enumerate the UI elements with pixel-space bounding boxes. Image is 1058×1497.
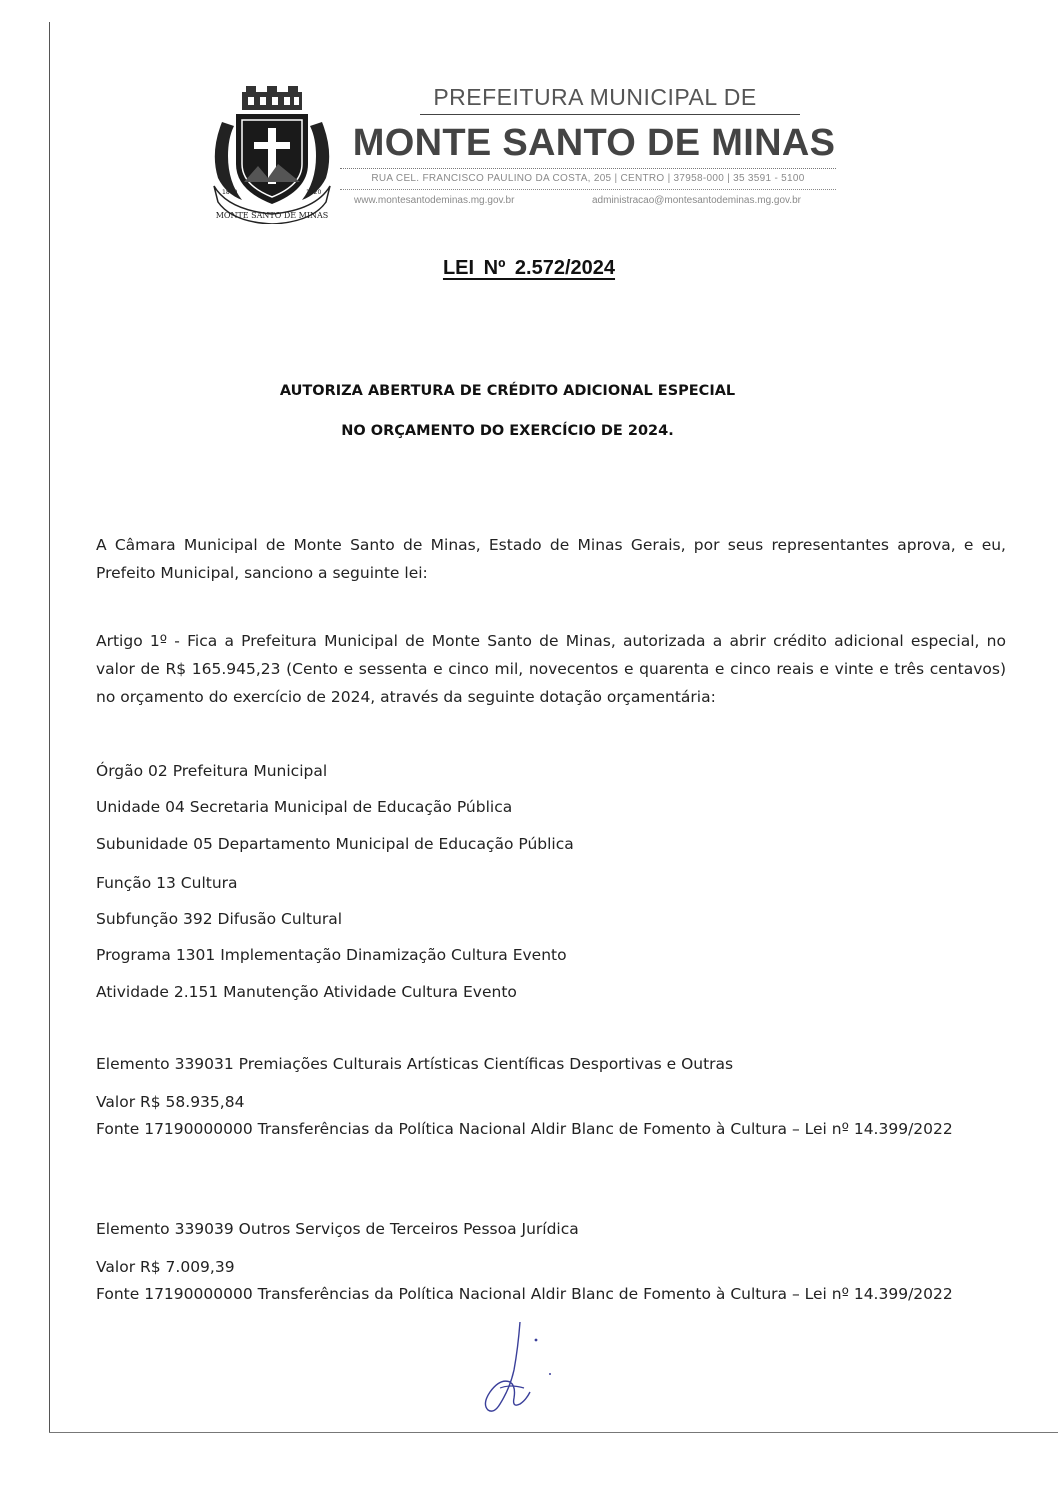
header-rule	[420, 114, 800, 115]
dotacao-subunidade: Subunidade 05 Departamento Municipal de Educação Pública	[96, 835, 574, 853]
municipal-crest-icon	[208, 82, 336, 224]
dotacao-funcao: Função 13 Cultura	[96, 874, 238, 892]
elemento-1-label: Elemento 339031 Premiações Culturais Artísticas Científicas Desportivas e Outras	[96, 1055, 734, 1073]
elemento-2-fonte: Fonte 17190000000 Transferências da Política Nacional Aldir Blanc de Fomento à Cultura – Lei nº 14.399/2022	[96, 1285, 953, 1303]
dotacao-orgao: Órgão 02 Prefeitura Municipal	[96, 762, 328, 780]
law-title: LEI Nº 2.572/2024	[442, 257, 616, 279]
law-subject-line1: AUTORIZA ABERTURA DE CRÉDITO ADICIONAL ESPECIAL	[279, 383, 736, 399]
crest-year-right: 1920	[306, 189, 322, 196]
header-org-line1: PREFEITURA MUNICIPAL DE	[433, 84, 757, 110]
elemento-2-valor: Valor R$ 7.009,39	[96, 1258, 235, 1276]
elemento-1-fonte: Fonte 17190000000 Transferências da Política Nacional Aldir Blanc de Fomento à Cultura – Lei nº 14.399/2022	[96, 1120, 953, 1138]
elemento-2-label: Elemento 339039 Outros Serviços de Terceiros Pessoa Jurídica	[96, 1220, 579, 1238]
dotacao-programa: Programa 1301 Implementação Dinamização Cultura Evento	[96, 946, 567, 964]
signature-mark	[470, 1318, 570, 1418]
dotacao-subfuncao: Subfunção 392 Difusão Cultural	[96, 910, 343, 928]
header-website: www.montesantodeminas.mg.gov.br	[354, 195, 515, 206]
preamble-paragraph: A Câmara Municipal de Monte Santo de Minas, Estado de Minas Gerais, por seus representantes aprova, e eu, Prefeito Municipal, sanciono a seguinte lei:	[96, 536, 1006, 582]
header-dotted-rule	[340, 168, 836, 170]
crest-year-left: 1870	[222, 189, 238, 196]
dotacao-unidade: Unidade 04 Secretaria Municipal de Educação Pública	[96, 798, 513, 816]
dotacao-atividade: Atividade 2.151 Manutenção Atividade Cultura Evento	[96, 983, 517, 1001]
elemento-1-valor: Valor R$ 58.935,84	[96, 1093, 245, 1111]
scan-edge-bottom	[49, 1432, 1058, 1433]
law-subject-line2: NO ORÇAMENTO DO EXERCÍCIO DE 2024.	[341, 423, 674, 439]
header-email: administracao@montesantodeminas.mg.gov.br	[592, 195, 801, 206]
header-org-line2: MONTE SANTO DE MINAS	[352, 122, 836, 164]
crest-ribbon-text: MONTE SANTO DE MINAS	[215, 211, 329, 220]
scan-edge-left	[49, 22, 50, 1432]
header-address: RUA CEL. FRANCISCO PAULINO DA COSTA, 205 | CENTRO | 37958-000 | 35 3591 - 5100	[371, 173, 805, 184]
article-1-paragraph: Artigo 1º - Fica a Prefeitura Municipal de Monte Santo de Minas, autorizada a abrir crédito adicional especial, no valor de R$ 165.945,23 (Cento e sessenta e cinco mil, novecentos e quarenta e cinco reais e vinte e três centavos) no orçamento do exercício de 2024, através da seguinte dotação orçamentária:	[96, 632, 1006, 706]
header-dotted-rule-2	[340, 189, 836, 191]
